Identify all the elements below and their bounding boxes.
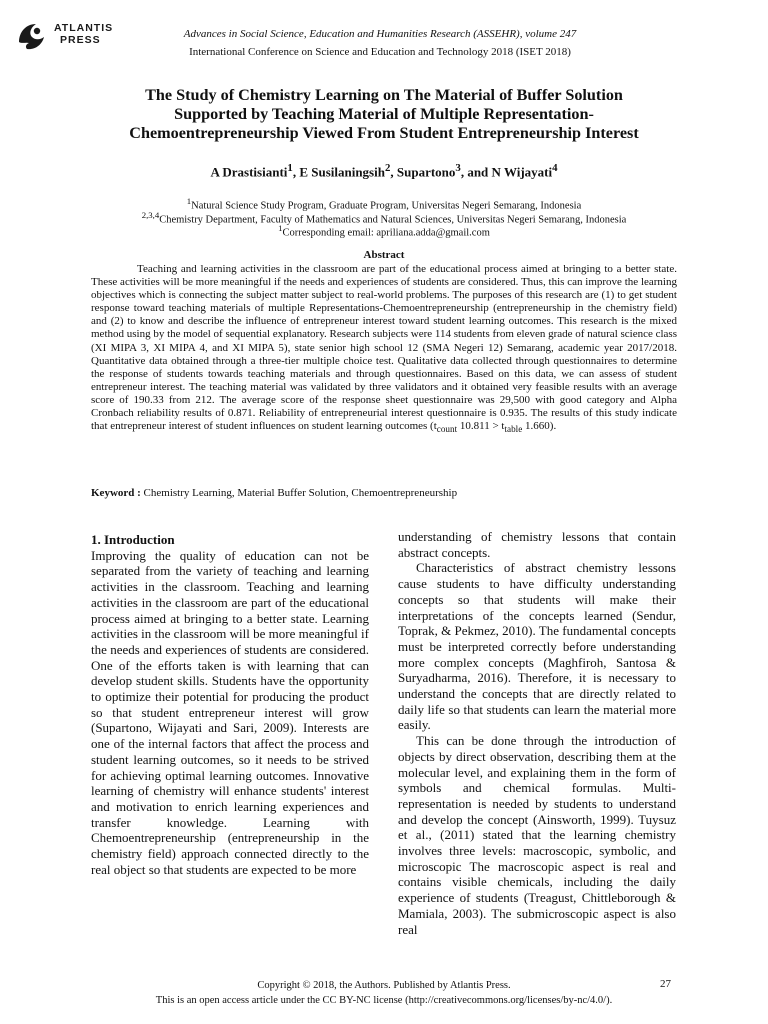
license-line: This is an open access article under the CC BY-NC license (http://creativecommons.org/licenses/by-nc/4.0/). [155,995,613,1006]
affiliation-sup: 1 [278,223,283,233]
page-number: 27 [660,978,671,990]
atlantis-globe-icon [16,20,48,52]
author-name: A Drastisianti [210,164,288,180]
corresponding-email [80,222,688,240]
author-sup: 2 [384,162,391,174]
author-name: E Susilaningsih [299,164,385,180]
author-sup: 3 [455,162,461,174]
page-footer [0,978,768,1008]
t-count-subscript: count [436,424,458,435]
logo-line-2: PRESS [60,34,101,46]
affiliation-sup: 2,3,4 [141,210,160,220]
author-list [80,162,688,180]
affiliation-text: Chemistry Department, Faculty of Mathematics and Natural Sciences, Universitas Negeri Semarang, Indonesia [159,214,627,226]
keyword-label: Keyword : [91,487,141,499]
paper-title [80,86,688,143]
intro-paragraph-continued: understanding of chemistry lessons that contain abstract concepts. [398,529,676,560]
copyright-line: Copyright © 2018, the Authors. Published by Atlantis Press. [257,980,511,991]
logo-wordmark [54,22,113,46]
left-column [91,532,369,877]
email-text: Corresponding email: apriliana.adda@gmail.com [282,227,490,239]
abstract-text: Teaching and learning activities in the classroom are part of the educational process aimed at bringing to a better state. These activities will be more meaningful if the needs and experiences of students are considered. Thus, this can improve the learning objectives which is connecting the subject matter subject to real-world problems. The purposes of this research are (1) to get student response toward teaching materials of multiple Representations-Chemoentrepreneurship (entrepreneurship in the chemistry field) and (2) to know and describe the influence of entrepreneur interest toward student learning outcomes. This research is the mixed method using by the model of sequential explanatory. Research subjects were 114 students from eleven grade of natural science class (XI MIPA 3, XI MIPA 4, and XI MIPA 5), state senior high school 12 (SMA Negeri 12) Semarang, academic year 2017/2018. Quantitative data obtained through a three-tier multiple choice test. Qualitative data collected through questionnaires to determine the response of students towards teaching materials and through questionnaires. Based on this data, we can assess of student entrepreneur interest. The teaching material was validated by three validators and it obtained very feasible results with an average score of 190.33 from 212. The average score of the response sheet questionnaire was 29,500 with good category and Alpha Cronbach reliability results of 0.871. Reliability of entrepreneurial interest questionnaire is 0.935. The results of this study indicate that entrepreneur interest of student influences on student learning outcomes (t [91,263,677,433]
author-sup: 1 [287,162,293,174]
intro-paragraph: Characteristics of abstract chemistry lessons cause students to have difficulty understanding concepts so that students will make their interpretations of the concepts learned (Sendur, Toprak, & Pekmez, 2010). The fundamental concepts must be interpreted correctly before understanding more complex concepts (Maghfiroh, Santosa & Suryadharma, 2016). Therefore, it is necessary to understand the concepts that are directly related to daily life so that students can learn the material more easily. [398,560,676,733]
logo-line-1: ATLANTIS [54,22,114,34]
author-sup: 4 [552,162,558,174]
abstract-body [91,263,677,436]
title-line-3: Chemoentrepreneurship Viewed From Student Entrepreneurship Interest [129,124,639,142]
conference-name: International Conference on Science and Education and Technology 2018 (ISET 2018) [189,46,571,58]
abstract-heading: Abstract [363,249,405,261]
title-line-1: The Study of Chemistry Learning on The Material of Buffer Solution [145,86,623,104]
author-name: N Wijayati [491,164,553,180]
author-separator: , and [460,164,492,180]
publisher-logo [16,18,116,58]
t-table-subscript: table [504,424,523,435]
author-name: Supartono [396,164,456,180]
journal-name: Advances in Social Science, Education and Humanities Research (ASSEHR), volume 247 [183,28,577,40]
abstract-text-mid: 10.811 > t [457,420,505,433]
right-column [398,529,676,937]
intro-paragraph: This can be done through the introduction of objects by direct observation, describing them at the molecular level, and explaining them in the form of symbols and chemical formulas. Multi-representation is needed by students to understand and develop the concept (Ainsworth, 1999). Tuysuz et al., (2011) stated that the learning chemistry involves three levels: macroscopic, symbolic, and microscopic The macroscopic aspect is real and contains visible chemicals, including the daily experience of students (Treagust, Chittleborough & Mamiala, 2003). The submicroscopic aspect is also real [398,733,676,937]
author-separator: , [390,164,397,180]
title-line-2: Supported by Teaching Material of Multiple Representation- [174,105,594,123]
intro-paragraph: Improving the quality of education can not be separated from the variety of teaching and learning activities in the classroom. Teaching and learning activities in the classroom are part of the educational process aimed at bringing to a better state. Learning activities in the classroom will be more meaningful if the needs and experiences of students are considered. One of the efforts taken is with learning that can develop student skills. Students have the opportunity to optimize their potential for producing the product so that student entrepreneur interest will grow (Supartono, Wijayati and Sari, 2009). Interests are one of the internal factors that affect the process and student learning outcomes, so it needs to be strived for achieving optimal learning outcomes. Innovative learning of chemistry will enhance students' interest and motivation to enrich learning experiences and transfer knowledge. Learning with Chemoentrepreneurship (entrepreneurship in the chemistry field) approach connected directly to the real object so that students are expected to be more [91,547,369,877]
keywords [91,487,677,499]
keyword-text: Chemistry Learning, Material Buffer Solution, Chemoentrepreneurship [140,487,458,499]
affiliation-text: Natural Science Study Program, Graduate Program, Universitas Negeri Semarang, Indonesia [191,200,582,212]
author-separator: , [292,164,300,180]
section-heading: 1. Introduction [91,532,175,547]
affiliation-sup: 1 [186,196,192,206]
abstract-text-end: 1.660). [522,420,557,433]
